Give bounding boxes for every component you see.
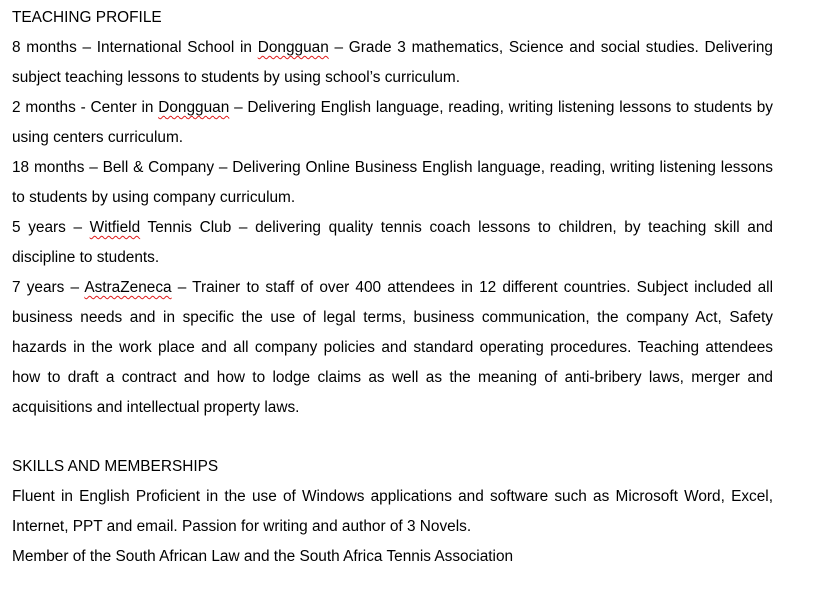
text-run: 2 months - Center in [12, 99, 159, 116]
spellcheck-flagged-word[interactable]: Dongguan [158, 99, 230, 116]
experience-paragraph[interactable] [12, 213, 773, 273]
text-run: 5 years – [12, 219, 90, 236]
teaching-profile-section [12, 3, 773, 423]
spellcheck-flagged-word[interactable]: Witfield [89, 219, 141, 236]
empty-paragraph[interactable] [12, 423, 773, 452]
spellcheck-flagged-word[interactable]: AstraZeneca [84, 279, 172, 296]
skills-memberships-section [12, 452, 773, 572]
spellcheck-flagged-word[interactable]: Dongguan [257, 39, 329, 56]
text-run: – Grade 3 mathematics, Science and social studies. Delivering subject teaching lessons to students by using school’s curriculum. [12, 39, 773, 86]
text-run: Tennis Club – delivering quality tennis coach lessons to children, by teaching skill and discipline to students. [12, 219, 773, 266]
text-run: 7 years – [12, 279, 85, 296]
text-run: – Delivering English language, reading, writing listening lessons to students by using centers curriculum. [12, 99, 773, 146]
section-heading: TEACHING PROFILE [12, 9, 162, 26]
experience-paragraph[interactable] [12, 93, 773, 153]
text-run: 8 months – International School in [12, 39, 258, 56]
skills-paragraph[interactable]: Fluent in English Proficient in the use of Windows applications and software such as Microsoft Word, Excel, Internet, PPT and email. Passion for writing and author of 3 Novels. [12, 488, 773, 535]
experience-paragraph[interactable] [12, 33, 773, 93]
experience-paragraph[interactable]: 18 months – Bell & Company – Delivering Online Business English language, reading, writing listening lessons to students by using company curriculum. [12, 159, 773, 206]
document-page [12, 3, 773, 572]
text-run: – Trainer to staff of over 400 attendees in 12 different countries. Subject included all business needs and in specific the use of legal terms, business communication, the company Act, Safety hazards in the work place and all company policies and standard operating procedures. Teaching attendees how to draft a contract and how to lodge claims as well as the meaning of anti-bribery laws, merger and acquisitions and intellectual property laws. [12, 279, 773, 416]
experience-paragraph[interactable] [12, 273, 773, 423]
section-heading: SKILLS AND MEMBERSHIPS [12, 458, 219, 475]
membership-paragraph[interactable]: Member of the South African Law and the South Africa Tennis Association [12, 548, 514, 565]
